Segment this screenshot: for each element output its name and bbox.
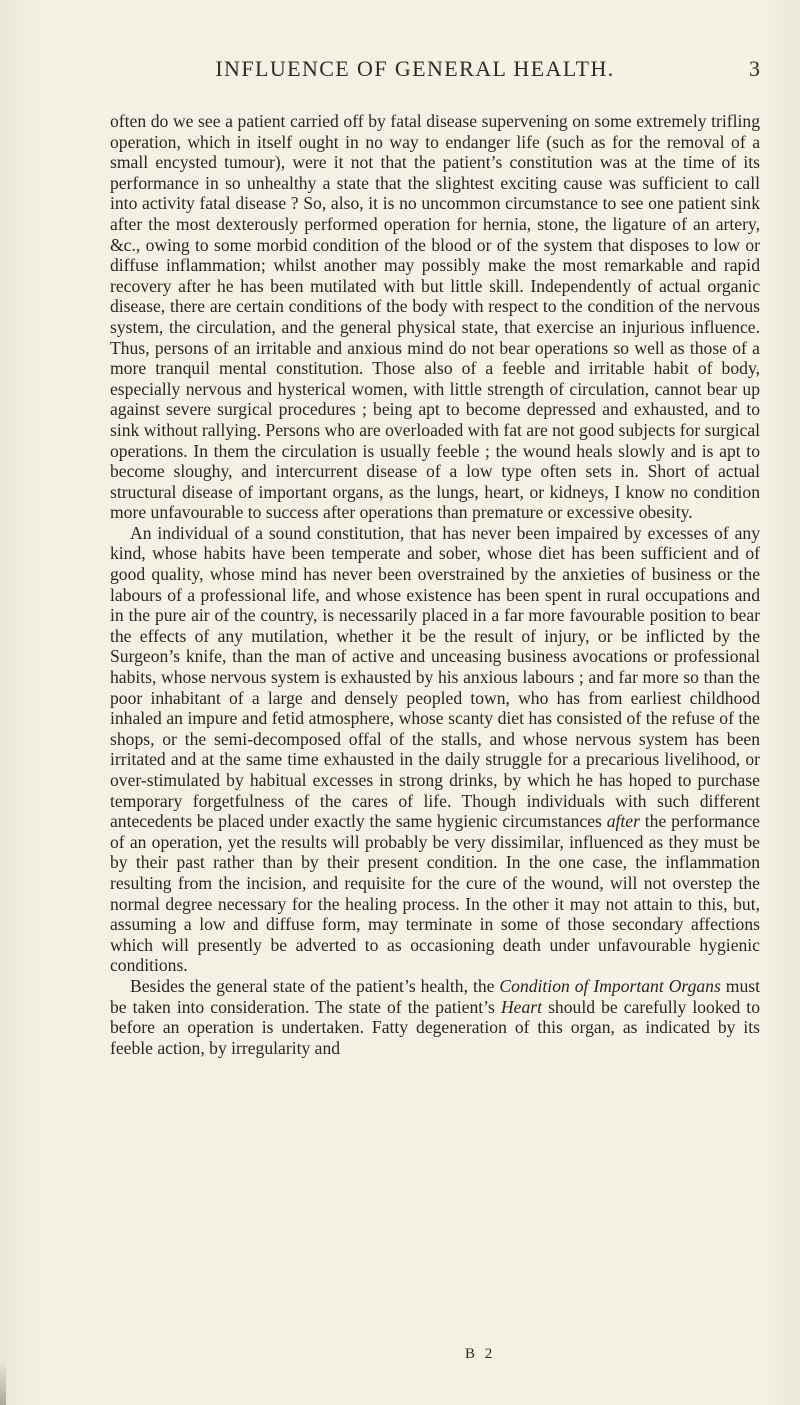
page-header (110, 56, 760, 86)
paragraph-1: often do we see a patient carried off by fatal disease supervening on some extremely trifling operation, which in itself ought in no way to endanger life (such as for the removal of a small encysted tumour), were it not that the patient’s constitution was at the time of its performance in so unhealthy a state that the slightest exciting cause was sufficient to call into activity fatal disease ? So, also, it is no uncommon circumstance to see one patient sink after the most dexterously performed operation for hernia, stone, the ligature of an artery, &c., owing to some morbid condition of the blood or of the system that disposes to low or diffuse inflammation; whilst another may possibly make the most remarkable and rapid recovery after he has been mutilated with but little skill. Independently of actual organic disease, there are certain conditions of the body with respect to the condition of the nervous system, the circulation, and the general physical state, that exercise an injurious influence. Thus, persons of an irritable and anxious mind do not bear operations so well as those of a more tranquil mental constitution. Those also of a feeble and irritable habit of body, especially nervous and hysterical women, with little strength of circulation, cannot bear up against severe surgical procedures ; being apt to become depressed and exhausted, and to sink without rallying. Persons who are overloaded with fat are not good subjects for surgical operations. In them the circulation is usually feeble ; the wound heals slowly and is apt to become sloughy, and intercurrent disease of a low type often sets in. Short of actual structural disease of important organs, as the lungs, heart, or kidneys, I know no condition more unfavourable to success after operations than premature or excessive obesity. (110, 111, 761, 523)
printer-signature-mark: B 2 (465, 1346, 496, 1362)
page-number: 3 (749, 56, 760, 81)
body-text (110, 111, 760, 1058)
binding-edge-shadow (0, 1360, 6, 1405)
running-title: INFLUENCE OF GENERAL HEALTH. (215, 56, 615, 81)
paragraph-2: An individual of a sound constitution, that has never been impaired by excesses of any kind, whose habits have been temperate and sober, whose diet has been sufficient and of good quality, whose mind has never been overstrained by the anxieties of business or the labours of a professional life, and whose existence has been spent in rural occupations and in the pure air of the country, is necessarily placed in a far more favourable position to bear the effects of any mutilation, whether it be the result of injury, or be inflicted by the Surgeon’s knife, than the man of active and unceasing business avocations or professional habits, whose nervous system is exhausted by his anxious labours ; and far more so than the poor inhabitant of a large and densely peopled town, who has from earliest childhood inhaled an impure and fetid atmosphere, whose scanty diet has consisted of the refuse of the shops, or the semi-decomposed offal of the stalls, and whose nervous system has been irritated and at the same time exhausted in the daily struggle for a precarious livelihood, or over-stimulated by habitual excesses in strong drinks, by which he has hoped to purchase temporary forgetfulness of the cares of life. Though individuals with such different antecedents be placed under exactly the same hygienic circumstances after the performance of an operation, yet the results will probably be very dissimilar, influenced as they must be by their past rather than by their present condition. In the one case, the inflammation resulting from the incision, and requisite for the cure of the wound, will not overstep the normal degree necessary for the healing process. In the other it may not attain to this, but, assuming a low and diffuse form, may terminate in some of those secondary affections which will presently be adverted to as occasioning death under unfavourable hygienic conditions. (110, 522, 760, 976)
paragraph-3: Besides the general state of the patient’s health, the Condition of Important Organs must be taken into consideration. The state of the patient’s Heart should be carefully looked to before an operation is undertaken. Fatty degeneration of this organ, as indicated by its feeble action, by irregularity and (110, 975, 760, 1058)
